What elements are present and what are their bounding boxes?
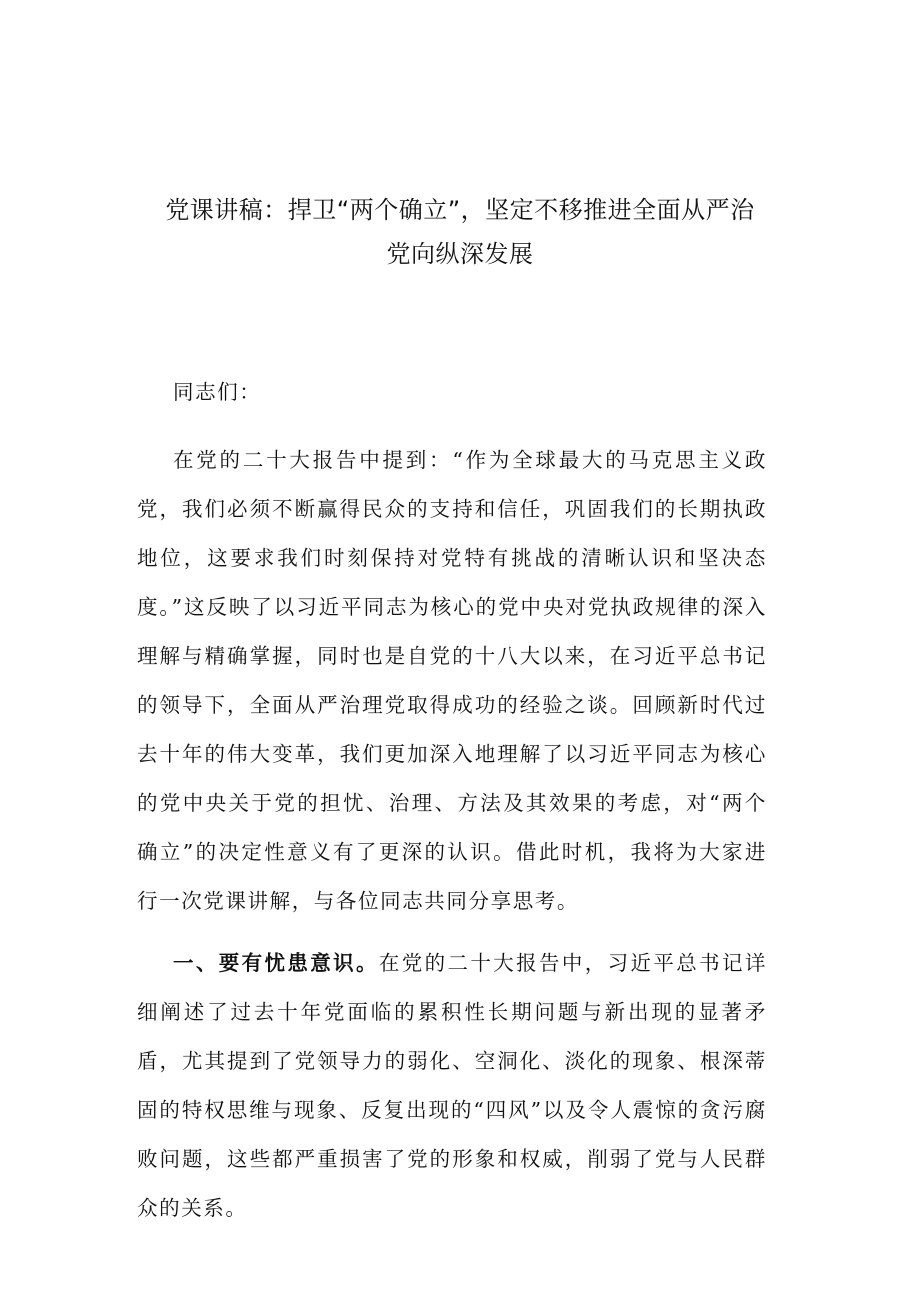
paragraph-section1 [137,939,767,1233]
greeting: 同志们： [173,380,262,404]
paragraph-intro: 在党的二十大报告中提到：“作为全球最大的马克思主义政党，我们必须不断赢得民众的支持和信任，巩固我们的长期执政地位，这要求我们时刻保持对党特有挑战的清晰认识和坚决态度。”这反映了以习近平同志为核心的党中央对党执政规律的深入理解与精确掌握，同时也是自党的十八大以来，在习近平总书记的领导下，全面从严治理党取得成功的经验之谈。回顾新时代过去十年的伟大变革，我们更加深入地理解了以习近平同志为核心的党中央关于党的担忧、治理、方法及其效果的考虑，对“两个确立”的决定性意义有了更深的认识。借此时机，我将为大家进行一次党课讲解，与各位同志共同分享思考。 [137,448,767,913]
section1-heading: 一、要有忧患意识。 [173,951,379,975]
section1-body: 在党的二十大报告中，习近平总书记详细阐述了过去十年党面临的累积性长期问题与新出现的显著矛盾，尤其提到了党领导力的弱化、空洞化、淡化的现象、根深蒂固的特权思维与现象、反复出现的“四风”以及令人震惊的贪污腐败问题，这些都严重损害了党的形象和权威，削弱了党与人民群众的关系。 [137,951,767,1220]
document-title-line1: 党课讲稿：捍卫“两个确立”，坚定不移推进全面从严治 [165,196,755,224]
document-title-line2: 党向纵深发展 [386,240,534,268]
